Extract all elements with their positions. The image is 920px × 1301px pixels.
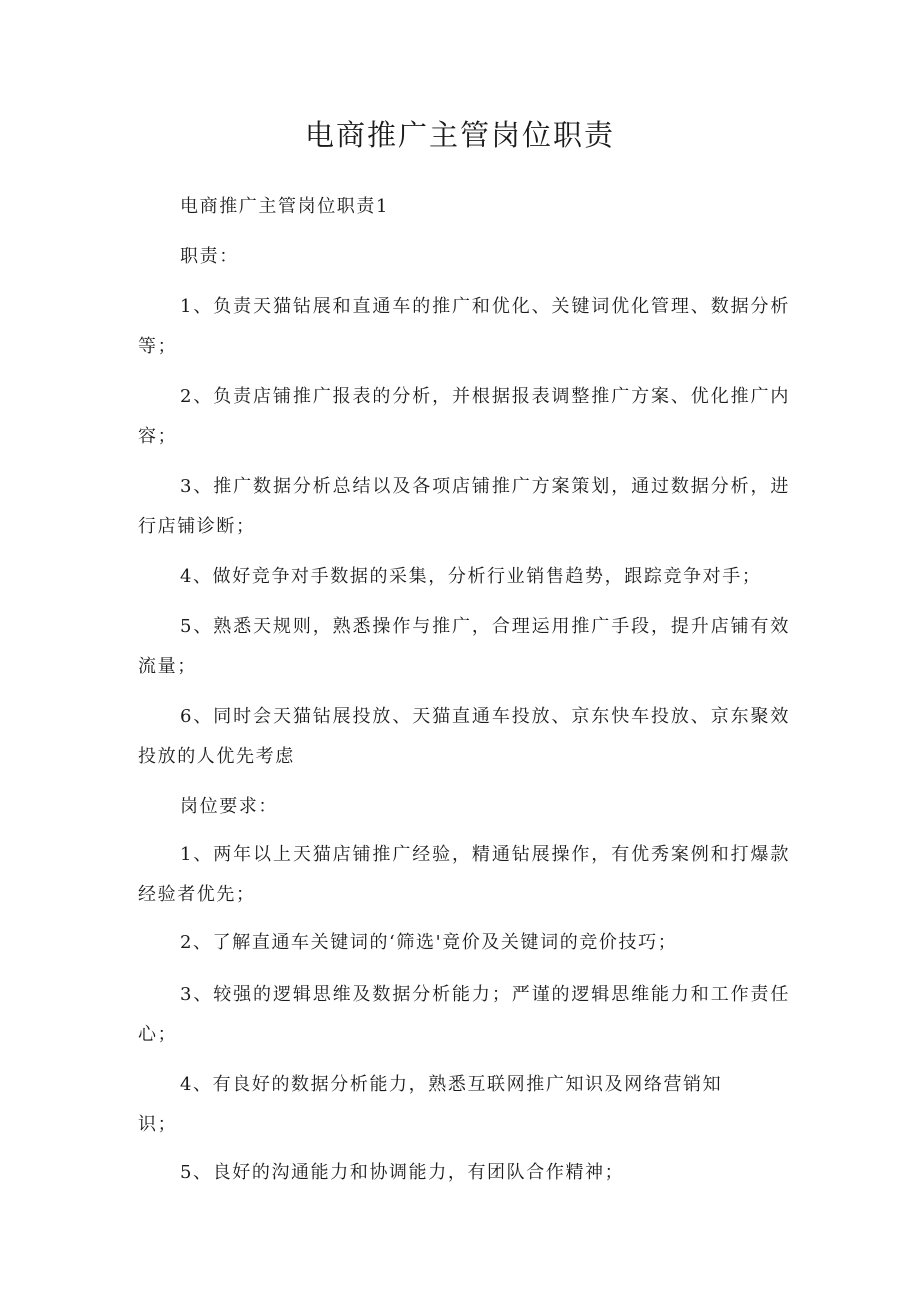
requirement-item-3-line-2: 心； bbox=[138, 1024, 178, 1045]
duty-item-2-line-2: 容； bbox=[138, 426, 178, 447]
requirement-item-5-line-1: 5、良好的沟通能力和协调能力，有团队合作精神； bbox=[180, 1162, 625, 1183]
requirement-item-2-line-1: 2、了解直通车关键词的‘筛选'竟价及关键词的竞价技巧； bbox=[180, 932, 678, 953]
requirement-item-3-line-1: 3、较强的逻辑思维及数据分析能力；严谨的逻辑思维能力和工作责任 bbox=[180, 984, 790, 1005]
duty-item-1-line-2: 等； bbox=[138, 336, 178, 357]
duty-item-2-line-1: 2、负责店铺推广报表的分析，并根据报表调整推广方案、优化推广内 bbox=[180, 386, 790, 407]
duty-item-4-line-1: 4、做好竞争对手数据的采集，分析行业销售趋势，跟踪竞争对手； bbox=[180, 566, 762, 587]
duty-item-6-line-2: 投放的人优先考虑 bbox=[138, 746, 295, 767]
duty-item-3-line-2: 行店铺诊断； bbox=[138, 516, 256, 537]
section-heading: 电商推广主管岗位职责1 bbox=[180, 196, 390, 217]
requirements-label: 岗位要求： bbox=[180, 796, 278, 817]
duty-item-6-line-1: 6、同时会天猫钻展投放、天猫直通车投放、京东快车投放、京东聚效 bbox=[180, 706, 790, 727]
duty-item-1-line-1: 1、负责天猫钻展和直通车的推广和优化、关键词优化管理、数据分析 bbox=[180, 296, 790, 317]
duty-item-5-line-1: 5、熟悉天规则，熟悉操作与推广，合理运用推广手段，提升店铺有效 bbox=[180, 616, 790, 637]
requirement-item-4-line-2: 识； bbox=[138, 1114, 178, 1135]
document-title: 电商推广主管岗位职责 bbox=[304, 118, 615, 152]
duty-item-5-line-2: 流量； bbox=[138, 656, 197, 677]
duty-item-3-line-1: 3、推广数据分析总结以及各项店铺推广方案策划，通过数据分析，进 bbox=[180, 476, 790, 497]
duties-label: 职责： bbox=[180, 246, 239, 267]
requirement-item-4-line-1: 4、有良好的数据分析能力，熟悉互联网推广知识及网络营销知 bbox=[180, 1074, 723, 1095]
requirement-item-1-line-1: 1、两年以上天猫店铺推广经验，精通钻展操作，有优秀案例和打爆款 bbox=[180, 844, 790, 865]
requirement-item-1-line-2: 经验者优先； bbox=[138, 884, 256, 905]
